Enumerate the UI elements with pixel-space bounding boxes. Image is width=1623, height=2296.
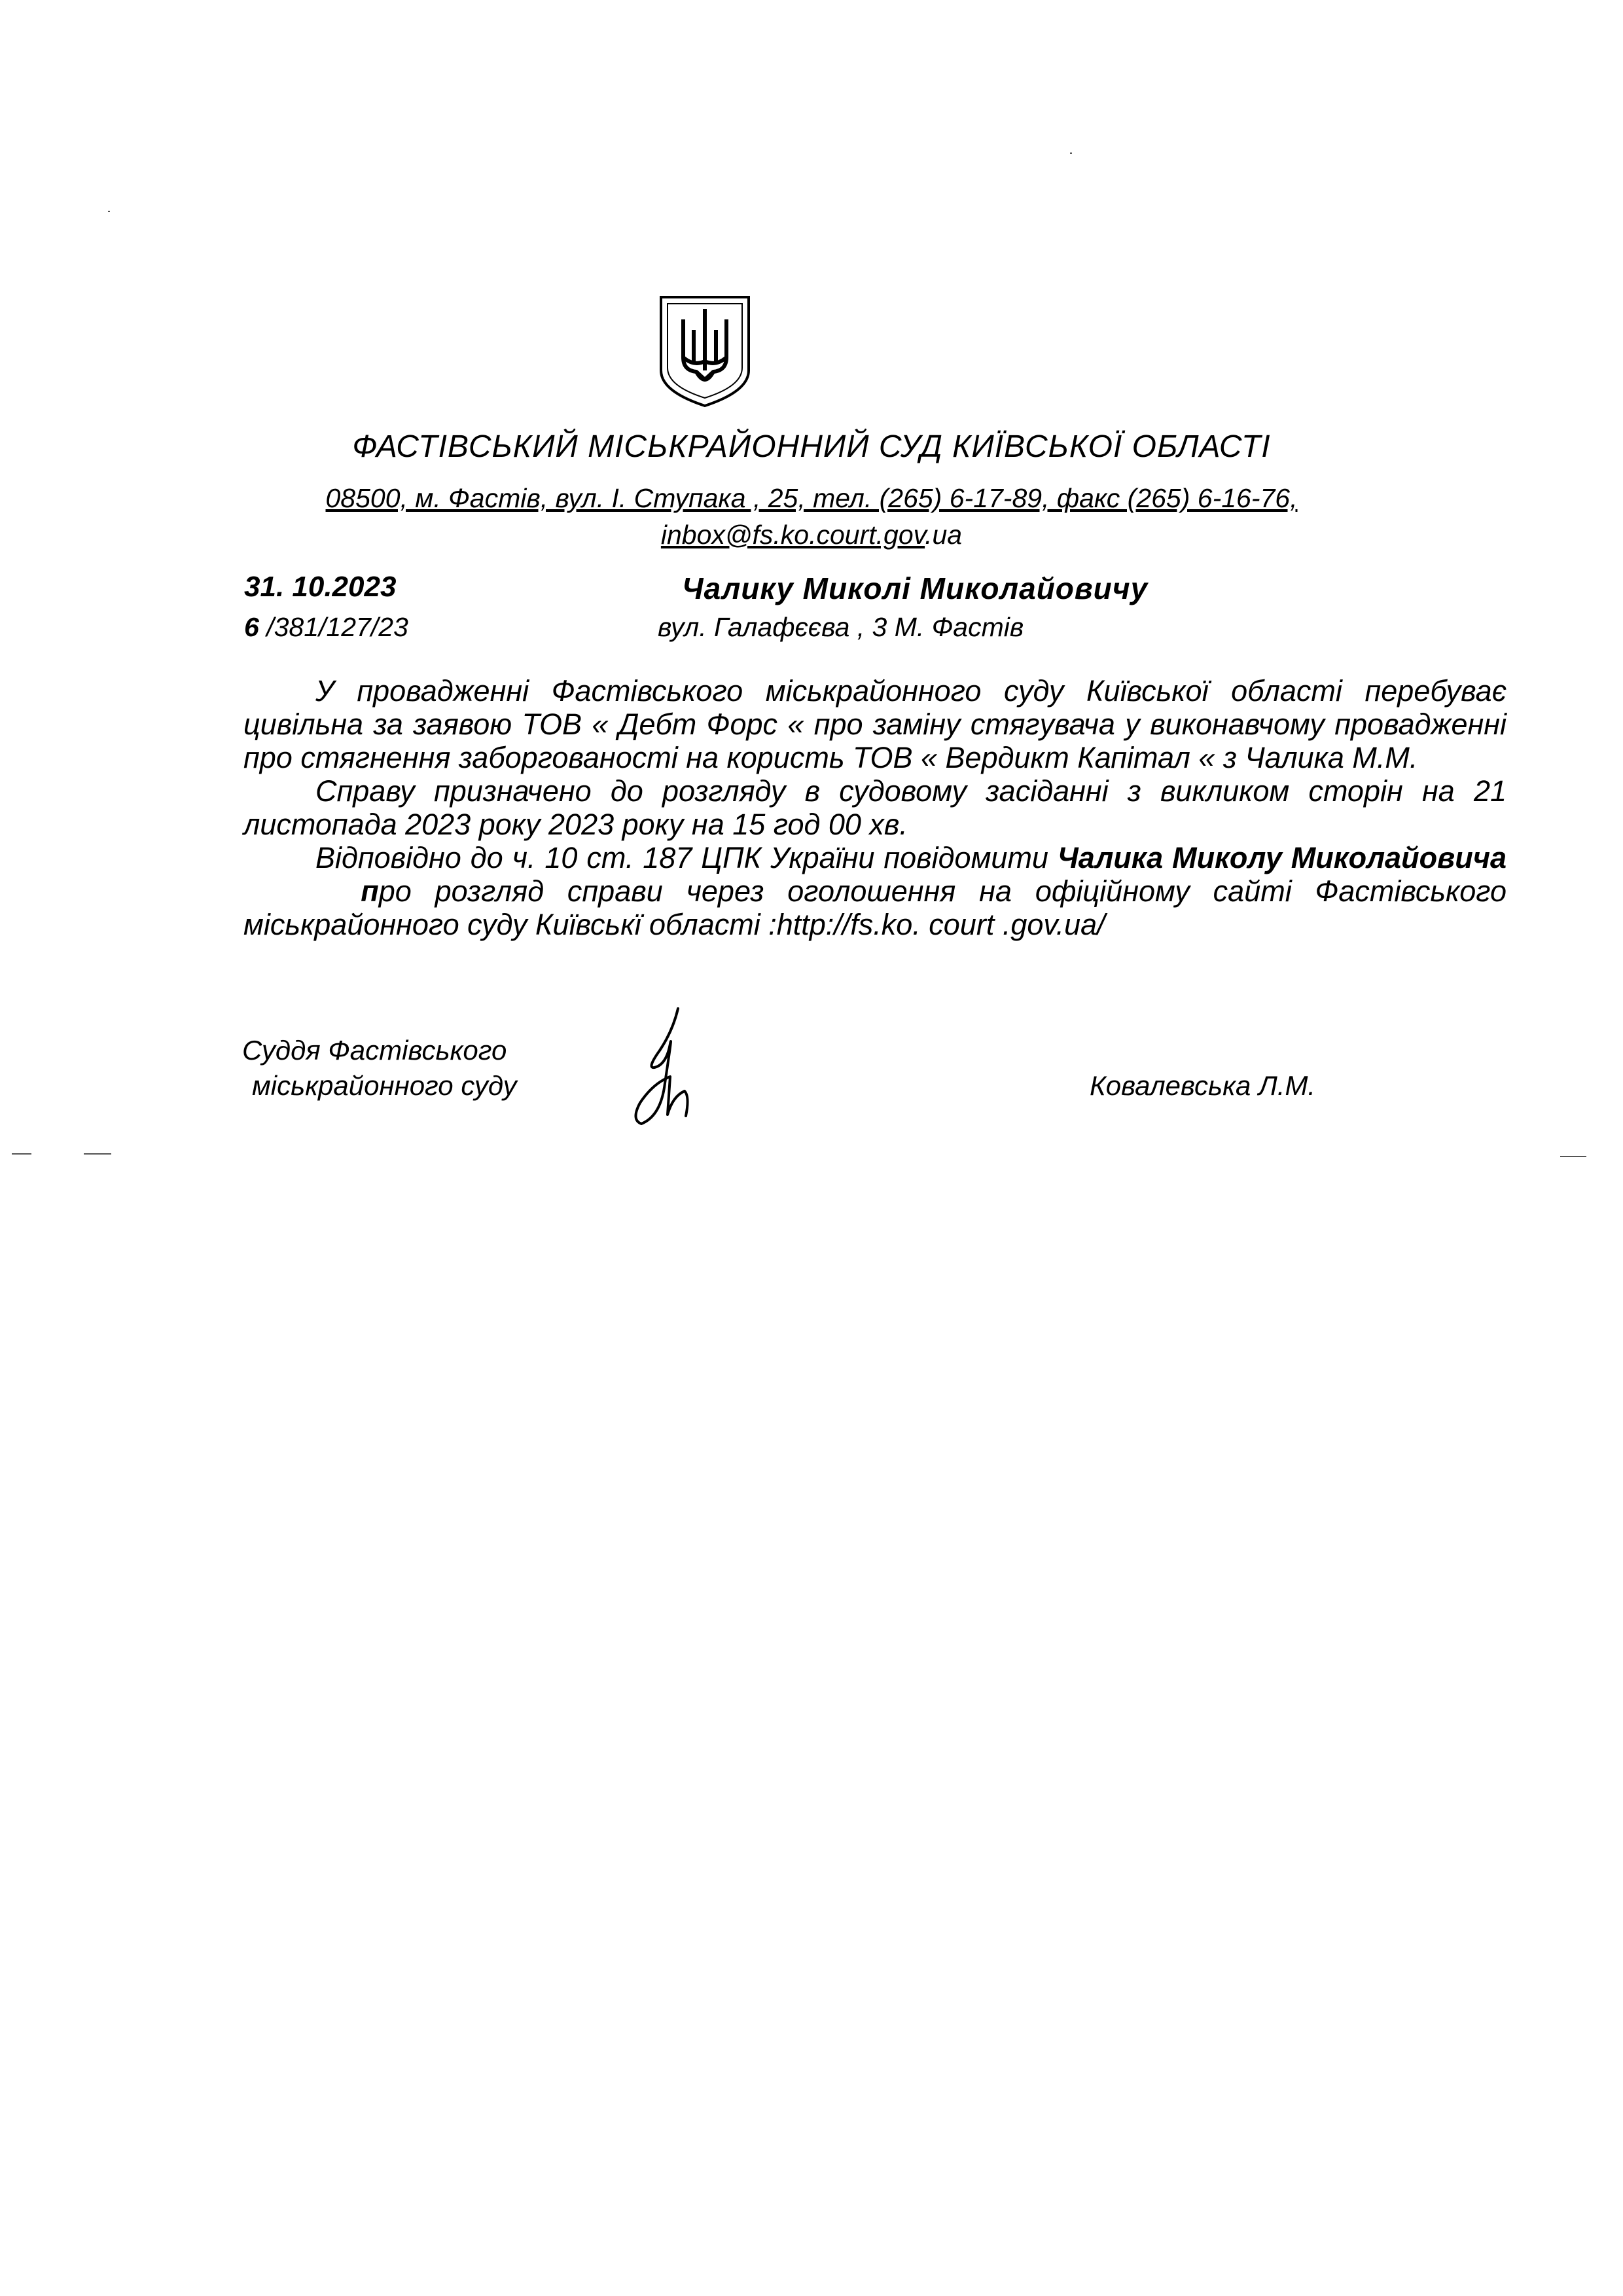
paragraph-hearing: Справу призначено до розгляду в судовому засіданні з викликом сторін на 21 листопада 2023 року 2023 року на 15 год 00 хв. [243,774,1507,841]
notice-start: Відповідно до ч. 10 ст. 187 ЦПК України повідомити [315,841,1058,874]
notice-person: Чалика Миколу Миколайовича [1057,841,1507,874]
court-name: ФАСТІВСЬКИЙ МІСЬКРАЙОННИЙ СУД КИЇВСЬКОЇ ОБЛАСТІ [352,429,1271,464]
judge-title-line2: міськрайонного суду [252,1070,517,1101]
judge-title-line1: Суддя Фастівського [242,1035,507,1066]
case-rest: /381/127/23 [259,612,408,642]
email-suffix: .ua [925,520,963,550]
notice-bold-letter: п [361,874,379,908]
case-number [244,612,408,643]
notice-end: ро розгляд справи через оголошення на офіційному сайті Фастівського міськрайонного суду Київськї області :http://fs.ko. court .gov.ua/ [243,874,1507,941]
scan-speck [84,1153,111,1155]
case-prefix: 6 [244,612,259,642]
court-email [0,520,1623,550]
recipient-address: вул. Галафєєва , 3 М. Фастів [658,612,1024,642]
email-link[interactable]: inbox@fs.ko.court.gov [660,520,925,550]
scan-speck [12,1153,31,1155]
judge-title [242,1033,517,1103]
paragraph-notice [243,841,1507,941]
handwritten-signature [627,1005,705,1129]
scan-speck [108,211,110,212]
notice-gap [243,874,361,908]
document-date: 31. 10.2023 [244,571,397,603]
scan-speck [1560,1156,1586,1157]
court-address: 08500, м. Фастів, вул. І. Ступака , 25, тел. (265) 6-17-89, факс (265) 6-16-76, [325,483,1298,513]
judge-name: Ковалевська Л.М. [1090,1070,1316,1101]
scan-speck [1070,152,1072,154]
coat-of-arms-icon [656,293,754,408]
notice-body [243,674,1507,941]
recipient-name: Чалику Миколі Миколайовичу [682,571,1149,605]
paragraph-proceedings: У провадженні Фастівського міськрайонного суду Київської області перебуває цивільна за заявою ТОВ « Дебт Форс « про заміну стягувача у виконавчому провадженні про стягнення заборгованості на користь ТОВ « Вердикт Капітал « з Чалика М.М. [243,674,1507,774]
